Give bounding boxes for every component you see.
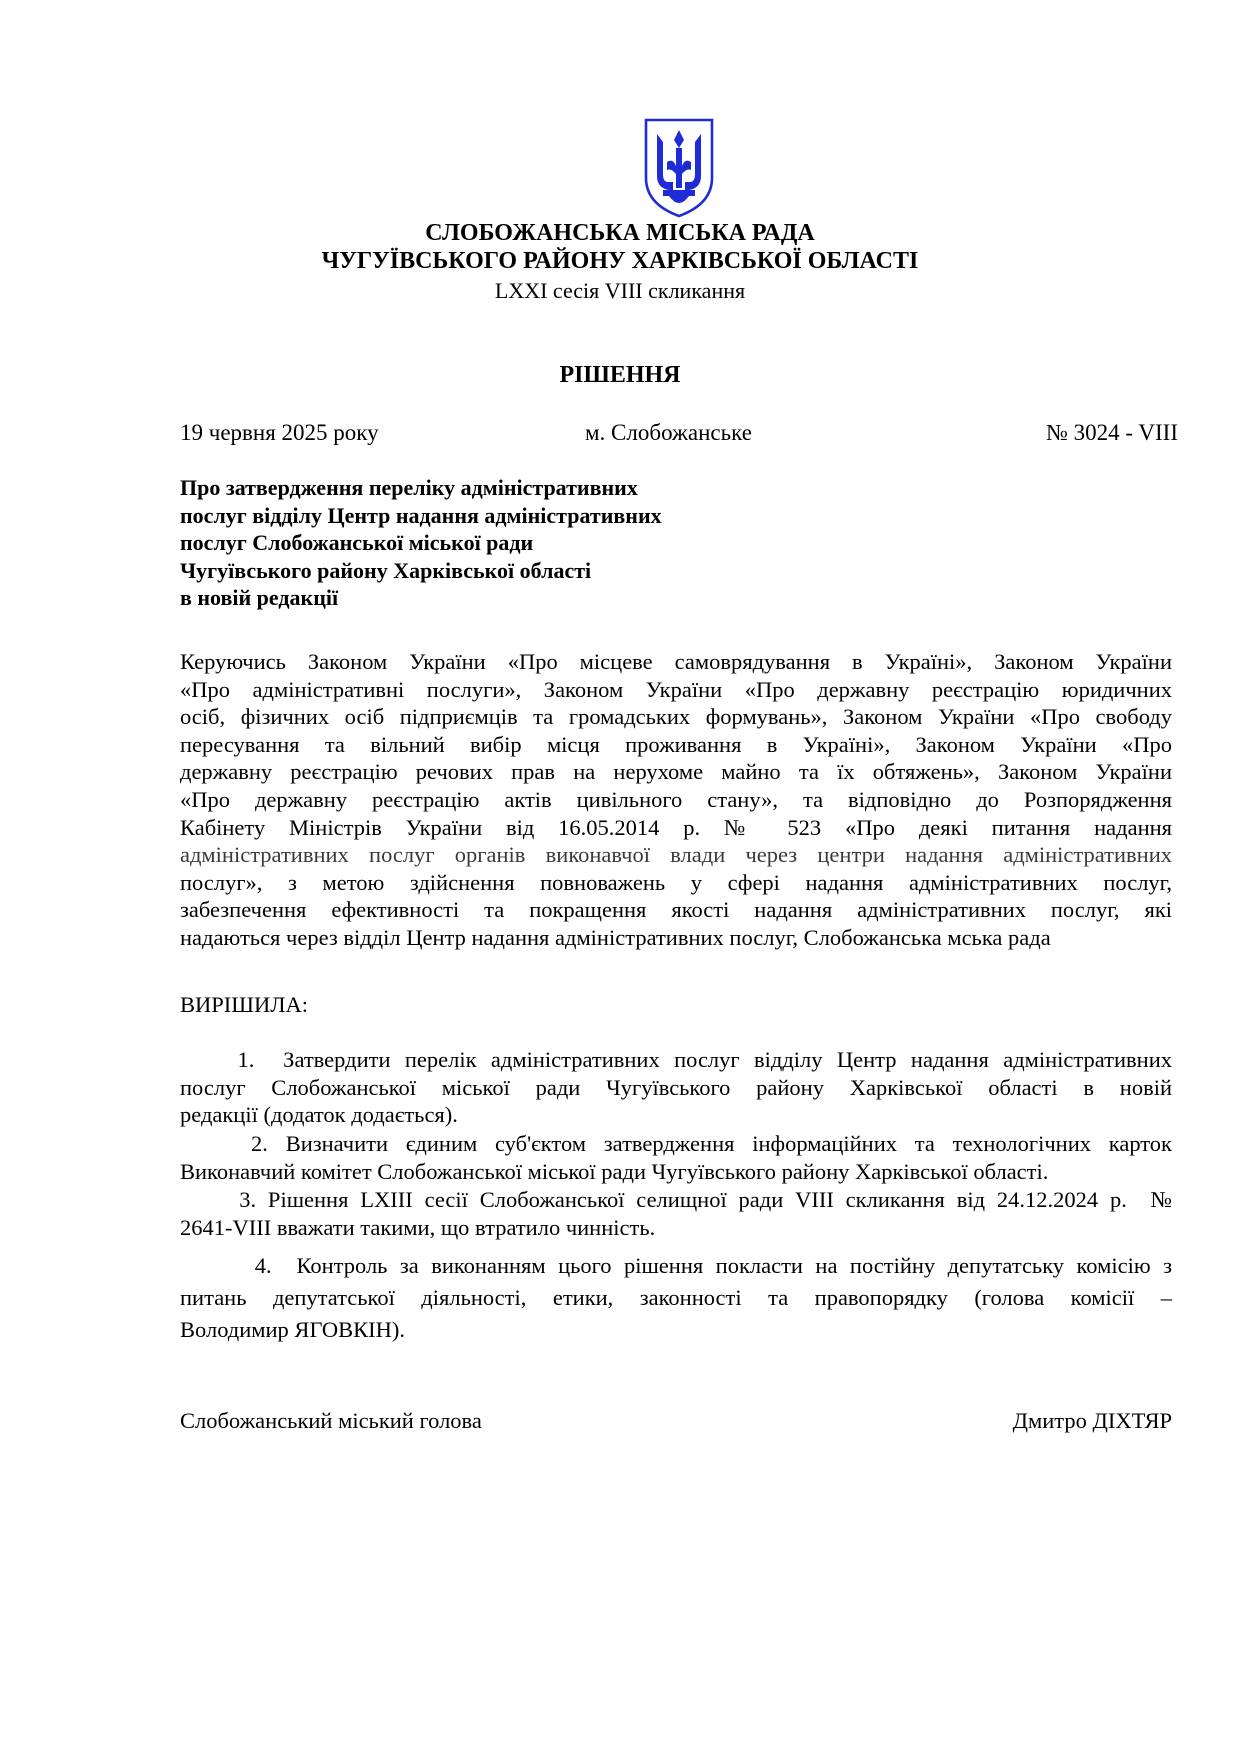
resolution-item-2 bbox=[180, 1130, 1172, 1185]
document-type: РІШЕННЯ bbox=[559, 362, 681, 388]
preamble-line: державну реєстрацію речових прав на нерухоме майно та їх обтяжень», Законом України bbox=[180, 759, 1172, 785]
subject-line: Чугуївського району Харківської області bbox=[180, 557, 592, 583]
resolution-item-4 bbox=[180, 1250, 1172, 1346]
document-place: м. Слобожанське bbox=[585, 420, 752, 445]
resolution-item-3 bbox=[180, 1186, 1172, 1241]
item-line: 3. Рішення LXIII сесії Слобожанської селищної ради VIII скликання від 24.12.2024 р. № bbox=[180, 1187, 1172, 1212]
preamble-line: Керуючись Законом України «Про місцеве самоврядування в Україні», Законом України bbox=[180, 649, 1172, 674]
preamble-line: надаються через відділ Центр надання адміністративних послуг, Слобожанська мська рада bbox=[180, 924, 1051, 950]
preamble-line: адміністративних послуг органів виконавчої влади через центри надання адміністративних bbox=[180, 842, 1172, 868]
resolved-heading: ВИРІШИЛА: bbox=[180, 992, 308, 1017]
subject-line: послуг відділу Центр надання адміністративних bbox=[180, 502, 662, 528]
resolution-item-1 bbox=[180, 1046, 1172, 1129]
subject-line: в новій редакції bbox=[180, 585, 339, 611]
document-date: 19 червня 2025 року bbox=[180, 420, 379, 445]
trident-coat-of-arms-icon bbox=[643, 118, 715, 218]
preamble-line: пересування та вільний вибір місця проживання в Україні», Законом України «Про bbox=[180, 731, 1172, 757]
item-line: 2. Визначити єдиним суб'єктом затвердження інформаційних та технологічних карток bbox=[180, 1131, 1172, 1156]
signatory-name: Дмитро ДІХТЯР bbox=[1012, 1408, 1172, 1433]
subject-line: Про затвердження переліку адміністративних bbox=[180, 475, 638, 500]
preamble-line: «Про державну реєстрацію актів цивільного стану», та відповідно до Розпорядження bbox=[180, 786, 1172, 812]
item-line: редакції (додаток додається). bbox=[180, 1102, 458, 1128]
item-line: Виконавчий комітет Слобожанської міської ради Чугуївського району Харківської області. bbox=[180, 1158, 1049, 1184]
document-subject bbox=[180, 474, 800, 612]
signatory-position: Слобожанський міський голова bbox=[180, 1408, 482, 1433]
item-line: питань депутатської діяльності, етики, законності та правопорядку (голова комісії – bbox=[180, 1285, 1172, 1310]
item-line: послуг Слобожанської міської ради Чугуївського району Харківської області в новій bbox=[180, 1074, 1172, 1100]
item-line: 4. Контроль за виконанням цього рішення покласти на постійну депутатську комісію з bbox=[180, 1253, 1172, 1278]
preamble-line: Кабінету Міністрів України від 16.05.2014 р. № 523 «Про деякі питання надання bbox=[180, 814, 1172, 840]
preamble-line: «Про адміністративні послуги», Законом України «Про державну реєстрацію юридичних bbox=[180, 676, 1172, 702]
preamble-line: послуг», з метою здійснення повноважень у сфері надання адміністративних послуг, bbox=[180, 869, 1172, 895]
preamble-paragraph bbox=[180, 648, 1172, 952]
session-line: LXXI сесія VIII скликання bbox=[494, 278, 746, 303]
subject-line: послуг Слобожанської міської ради bbox=[180, 530, 534, 556]
document-number: № 3024 - VIII bbox=[1045, 420, 1178, 445]
item-line: 1. Затвердити перелік адміністративних послуг відділу Центр надання адміністративних bbox=[180, 1047, 1172, 1072]
preamble-line: забезпечення ефективності та покращення якості надання адміністративних послуг, які bbox=[180, 897, 1172, 923]
item-line: Володимир ЯГОВКІН). bbox=[180, 1317, 406, 1342]
council-name: СЛОБОЖАНСЬКА МІСЬКА РАДА bbox=[425, 220, 815, 246]
preamble-line: осіб, фізичних осіб підприємців та громадських формувань», Законом України «Про свободу bbox=[180, 704, 1172, 730]
item-line: 2641-VIII вважати такими, що втратило чинність. bbox=[180, 1214, 656, 1240]
council-district: ЧУГУЇВСЬКОГО РАЙОНУ ХАРКІВСЬКОЇ ОБЛАСТІ bbox=[321, 248, 919, 274]
document-meta-row bbox=[180, 420, 1178, 450]
